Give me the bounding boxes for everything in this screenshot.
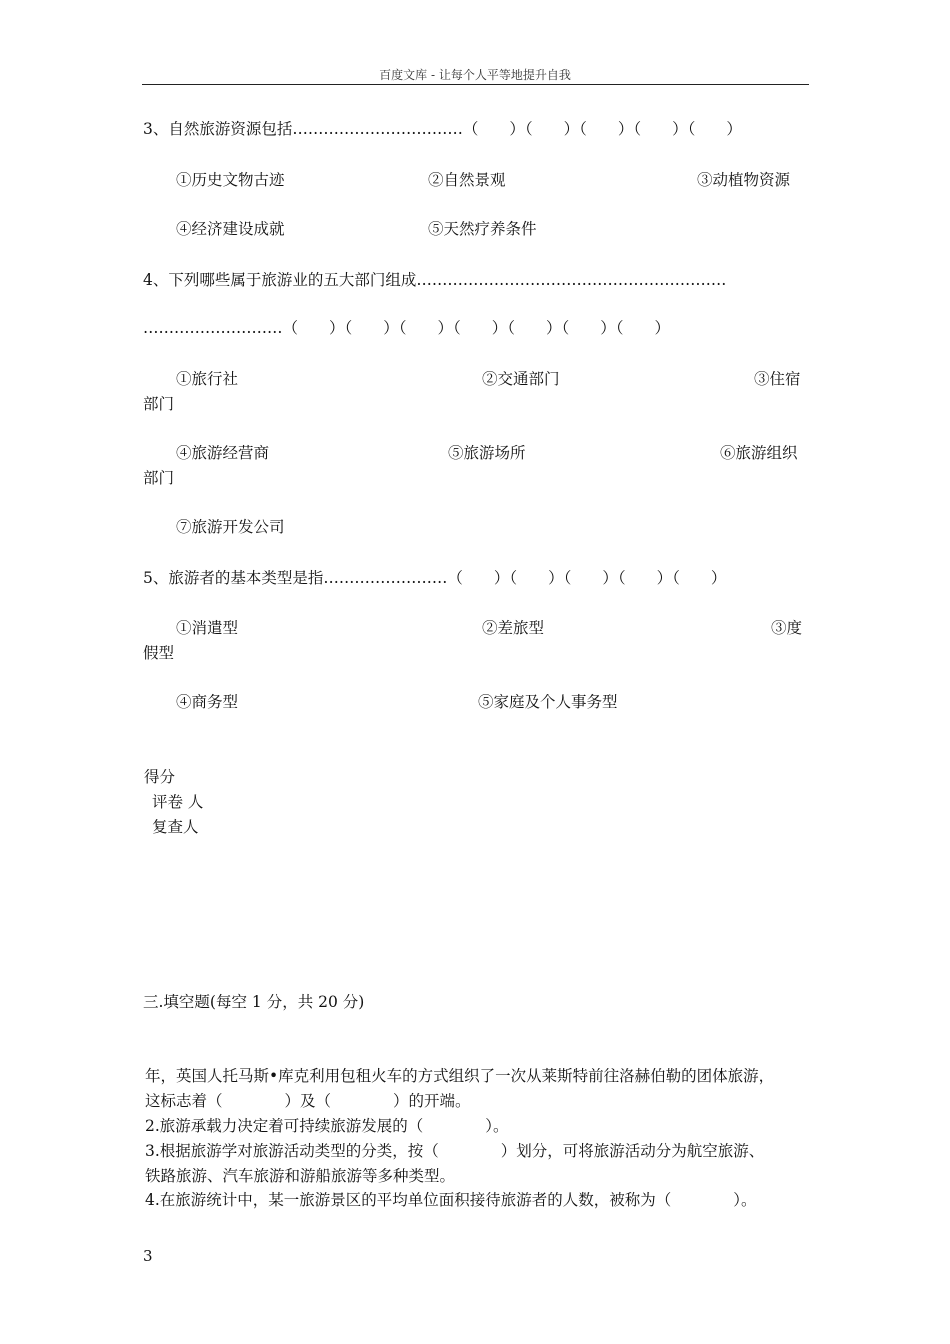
- section-3-title: 三.填空题(每空 1 分，共 20 分): [143, 993, 365, 1011]
- q4-option-3-wrap: 部门: [143, 395, 175, 413]
- q4-option-6-wrap: 部门: [143, 469, 175, 487]
- q5-option-4: ④商务型: [176, 693, 239, 711]
- q5-option-3-wrap: 假型: [143, 644, 175, 662]
- score-label: 得分: [144, 768, 176, 786]
- q3-option-3: ③动植物资源: [697, 171, 791, 189]
- q4-option-1: ①旅行社: [176, 370, 239, 388]
- fill-item-4: 4.在旅游统计中，某一旅游景区的平均单位面积接待旅游者的人数，被称为（ ）。: [145, 1191, 757, 1209]
- q5-option-2: ②差旅型: [482, 619, 545, 637]
- q5-option-5: ⑤家庭及个人事务型: [478, 693, 618, 711]
- q3-option-1: ①历史文物古迹: [176, 171, 285, 189]
- question-4-stem: 4、下列哪些属于旅游业的五大部门组成……………………………………………………: [143, 271, 727, 289]
- page-number: 3: [143, 1247, 153, 1265]
- question-3-stem: 3、自然旅游资源包括……………………………（ ）（ ）（ ）（ ）（ ）: [143, 120, 742, 138]
- fill-item-1-cont: 这标志着（ ）及（ ）的开端。: [145, 1092, 471, 1110]
- fill-item-2: 2.旅游承载力决定着可持续旅游发展的（ ）。: [145, 1117, 509, 1135]
- q4-option-6: ⑥旅游组织: [720, 444, 798, 462]
- q3-option-2: ②自然景观: [428, 171, 506, 189]
- q4-option-7: ⑦旅游开发公司: [176, 518, 285, 536]
- q4-option-3: ③住宿: [754, 370, 801, 388]
- question-4-stem-cont: ………………………（ ）（ ）（ ）（ ）（ ）（ ）（ ）: [143, 319, 671, 337]
- question-5-stem: 5、旅游者的基本类型是指……………………（ ）（ ）（ ）（ ）（ ）: [143, 569, 727, 587]
- fill-item-1: 年，英国人托马斯•库克利用包租火车的方式组织了一次从莱斯特前往洛赫伯勒的团体旅游，: [145, 1067, 775, 1085]
- q4-option-2: ②交通部门: [482, 370, 560, 388]
- page-header: 百度文库 - 让每个人平等地提升自我: [379, 68, 571, 82]
- reviewer-label: 复查人: [152, 818, 199, 836]
- header-rule: [142, 84, 809, 85]
- q4-option-5: ⑤旅游场所: [448, 444, 526, 462]
- fill-item-3-cont: 铁路旅游、汽车旅游和游船旅游等多种类型。: [145, 1167, 456, 1185]
- q3-option-5: ⑤天然疗养条件: [428, 220, 537, 238]
- q4-option-4: ④旅游经营商: [176, 444, 270, 462]
- fill-item-3: 3.根据旅游学对旅游活动类型的分类，按（ ）划分，可将旅游活动分为航空旅游、: [145, 1142, 765, 1160]
- q5-option-1: ①消遣型: [176, 619, 239, 637]
- q5-option-3: ③度: [771, 619, 803, 637]
- grader-label: 评卷 人: [152, 793, 204, 811]
- q3-option-4: ④经济建设成就: [176, 220, 285, 238]
